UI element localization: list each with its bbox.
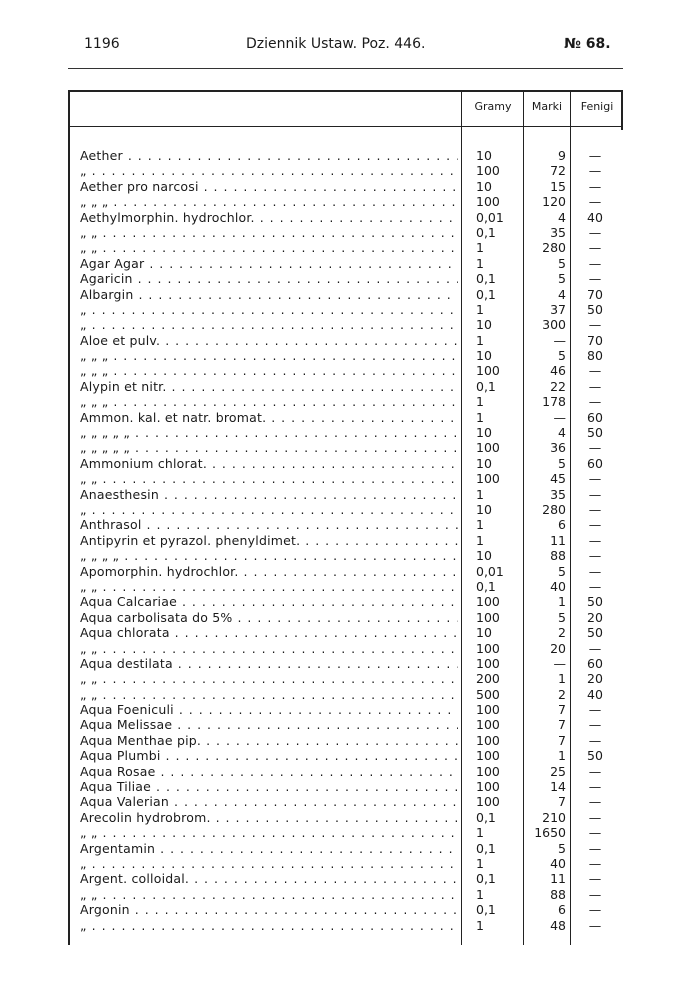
cell-fenigi: 40 xyxy=(587,686,603,702)
cell-name: Argent. colloidal. . . . xyxy=(80,871,458,886)
table-row xyxy=(68,594,623,609)
table-row xyxy=(68,564,623,579)
cell-gramy: 1 xyxy=(476,486,484,502)
cell-name: Apomorphin. hydrochlor. . . . xyxy=(80,564,458,579)
cell-gramy: 1 xyxy=(476,394,484,410)
cell-fenigi: — xyxy=(588,471,602,487)
cell-marki: 6 xyxy=(558,902,566,918)
cell-gramy: 200 xyxy=(476,671,500,687)
cell-fenigi: — xyxy=(588,702,602,718)
cell-fenigi: — xyxy=(588,378,602,394)
table-body xyxy=(68,148,623,933)
table-row xyxy=(68,163,623,178)
cell-fenigi: — xyxy=(588,363,602,379)
table-row xyxy=(68,548,623,563)
cell-marki: 11 xyxy=(550,871,566,887)
cell-name: „ . . . xyxy=(80,502,458,517)
table-row xyxy=(68,487,623,502)
cell-gramy: 0,1 xyxy=(476,840,496,856)
column-header-fenigi: Fenigi xyxy=(580,100,614,113)
table-row xyxy=(68,779,623,794)
cell-marki: 7 xyxy=(558,794,566,810)
cell-fenigi: 20 xyxy=(587,609,603,625)
cell-name: „ „ . . . xyxy=(80,687,458,702)
cell-name: Antipyrin et pyrazol. phenyldimet. . . . xyxy=(80,533,458,548)
cell-gramy: 1 xyxy=(476,240,484,256)
cell-fenigi: — xyxy=(588,578,602,594)
cell-gramy: 0,1 xyxy=(476,902,496,918)
cell-marki: 9 xyxy=(558,148,566,163)
cell-name: Argentamin . . . xyxy=(80,841,458,856)
header-rule xyxy=(68,68,623,69)
cell-name: Aqua Menthae pip. . . . xyxy=(80,733,458,748)
cell-gramy: 10 xyxy=(476,148,492,163)
cell-fenigi: 60 xyxy=(587,655,603,671)
cell-name: Alypin et nitr. . . . xyxy=(80,379,458,394)
cell-gramy: 10 xyxy=(476,425,492,441)
table-row xyxy=(68,871,623,886)
cell-gramy: 1 xyxy=(476,855,484,871)
table-header-rule xyxy=(68,126,623,127)
cell-gramy: 100 xyxy=(476,702,500,718)
cell-marki: 40 xyxy=(550,578,566,594)
cell-gramy: 100 xyxy=(476,594,500,610)
cell-gramy: 1 xyxy=(476,532,484,548)
cell-name: Aqua Tiliae . . . xyxy=(80,779,458,794)
table-row xyxy=(68,856,623,871)
cell-fenigi: — xyxy=(588,163,602,179)
cell-name: Arecolin hydrobrom. . . . xyxy=(80,810,458,825)
table-row xyxy=(68,287,623,302)
cell-gramy: 100 xyxy=(476,609,500,625)
cell-gramy: 100 xyxy=(476,471,500,487)
cell-fenigi: — xyxy=(588,563,602,579)
cell-fenigi: — xyxy=(588,178,602,194)
table-row xyxy=(68,748,623,763)
cell-name: Anaesthesin . . . xyxy=(80,487,458,502)
cell-name: Aether . . . xyxy=(80,148,458,163)
cell-marki: 5 xyxy=(558,455,566,471)
cell-name: „ . . . xyxy=(80,163,458,178)
cell-gramy: 100 xyxy=(476,163,500,179)
cell-gramy: 0,01 xyxy=(476,209,504,225)
cell-name: „ „ . . . xyxy=(80,579,458,594)
cell-gramy: 1 xyxy=(476,301,484,317)
cell-fenigi: — xyxy=(588,532,602,548)
cell-fenigi: — xyxy=(588,317,602,333)
cell-marki: 210 xyxy=(542,809,566,825)
table-row xyxy=(68,517,623,532)
cell-fenigi: — xyxy=(588,840,602,856)
cell-marki: 5 xyxy=(558,348,566,364)
cell-name: Aether pro narcosi . . . xyxy=(80,179,458,194)
cell-gramy: 0,1 xyxy=(476,286,496,302)
cell-marki: 35 xyxy=(550,486,566,502)
cell-marki: 25 xyxy=(550,763,566,779)
cell-marki: 280 xyxy=(542,240,566,256)
cell-gramy: 1 xyxy=(476,917,484,933)
cell-fenigi: — xyxy=(588,640,602,656)
cell-marki: 1 xyxy=(558,748,566,764)
page-header xyxy=(0,36,689,56)
table-row xyxy=(68,902,623,917)
cell-name: „ „ . . . xyxy=(80,887,458,902)
cell-name: Aethylmorphin. hydrochlor. . . . xyxy=(80,210,458,225)
cell-marki: 7 xyxy=(558,732,566,748)
table-row xyxy=(68,440,623,455)
table-row xyxy=(68,764,623,779)
cell-fenigi: — xyxy=(588,240,602,256)
cell-marki: 1 xyxy=(558,671,566,687)
cell-fenigi: 50 xyxy=(587,625,603,641)
cell-name: „ „ „ . . . xyxy=(80,194,458,209)
cell-marki: — xyxy=(553,332,566,348)
cell-marki: 88 xyxy=(550,548,566,564)
cell-fenigi: — xyxy=(588,717,602,733)
cell-fenigi: 60 xyxy=(587,455,603,471)
cell-marki: — xyxy=(553,655,566,671)
cell-fenigi: 20 xyxy=(587,671,603,687)
cell-name: Aqua destilata . . . xyxy=(80,656,458,671)
cell-fenigi: — xyxy=(588,779,602,795)
cell-gramy: 1 xyxy=(476,517,484,533)
price-table xyxy=(68,90,623,945)
cell-fenigi: 50 xyxy=(587,748,603,764)
cell-marki: 15 xyxy=(550,178,566,194)
cell-fenigi: — xyxy=(588,732,602,748)
table-row xyxy=(68,410,623,425)
cell-gramy: 0,1 xyxy=(476,378,496,394)
table-row xyxy=(68,810,623,825)
table-row xyxy=(68,210,623,225)
table-row xyxy=(68,671,623,686)
cell-fenigi: — xyxy=(588,394,602,410)
cell-name: „ . . . xyxy=(80,918,458,933)
cell-marki: 7 xyxy=(558,717,566,733)
cell-gramy: 100 xyxy=(476,779,500,795)
table-row xyxy=(68,702,623,717)
table-row xyxy=(68,717,623,732)
cell-fenigi: — xyxy=(588,148,602,163)
cell-gramy: 1 xyxy=(476,255,484,271)
cell-name: „ „ . . . xyxy=(80,825,458,840)
cell-name: Ammonium chlorat. . . . xyxy=(80,456,458,471)
table-row xyxy=(68,148,623,163)
cell-name: „ „ „ „ „ . . . xyxy=(80,440,458,455)
cell-marki: 37 xyxy=(550,301,566,317)
table-row xyxy=(68,225,623,240)
cell-marki: 22 xyxy=(550,378,566,394)
cell-fenigi: — xyxy=(588,855,602,871)
cell-gramy: 0,1 xyxy=(476,809,496,825)
table-row xyxy=(68,533,623,548)
cell-name: „ „ . . . xyxy=(80,641,458,656)
table-row xyxy=(68,471,623,486)
table-row xyxy=(68,179,623,194)
cell-marki: 120 xyxy=(542,194,566,210)
cell-fenigi: — xyxy=(588,917,602,933)
cell-name: „ „ „ . . . xyxy=(80,394,458,409)
table-row xyxy=(68,194,623,209)
cell-fenigi: — xyxy=(588,440,602,456)
cell-gramy: 1 xyxy=(476,332,484,348)
cell-name: Agaricin . . . xyxy=(80,271,458,286)
table-row xyxy=(68,348,623,363)
table-row xyxy=(68,394,623,409)
cell-name: Aqua Calcariae . . . xyxy=(80,594,458,609)
cell-name: Aqua Melissae . . . xyxy=(80,717,458,732)
cell-gramy: 1 xyxy=(476,409,484,425)
cell-marki: 11 xyxy=(550,532,566,548)
cell-gramy: 10 xyxy=(476,348,492,364)
table-row xyxy=(68,625,623,640)
cell-gramy: 100 xyxy=(476,640,500,656)
cell-marki: 300 xyxy=(542,317,566,333)
cell-gramy: 10 xyxy=(476,625,492,641)
cell-gramy: 100 xyxy=(476,440,500,456)
cell-fenigi: 40 xyxy=(587,209,603,225)
table-row xyxy=(68,733,623,748)
cell-gramy: 10 xyxy=(476,178,492,194)
cell-marki: 7 xyxy=(558,702,566,718)
cell-fenigi: 70 xyxy=(587,286,603,302)
cell-marki: 72 xyxy=(550,163,566,179)
table-row xyxy=(68,918,623,933)
table-row xyxy=(68,887,623,902)
cell-fenigi: 80 xyxy=(587,348,603,364)
cell-gramy: 10 xyxy=(476,455,492,471)
cell-name: Albargin . . . xyxy=(80,287,458,302)
journal-title: Dziennik Ustaw. Poz. 446. xyxy=(246,36,426,52)
table-row xyxy=(68,302,623,317)
cell-marki: 178 xyxy=(542,394,566,410)
cell-marki: 45 xyxy=(550,471,566,487)
cell-marki: 4 xyxy=(558,286,566,302)
cell-gramy: 100 xyxy=(476,655,500,671)
cell-fenigi: — xyxy=(588,194,602,210)
cell-marki: 35 xyxy=(550,224,566,240)
cell-gramy: 0,1 xyxy=(476,224,496,240)
table-row xyxy=(68,687,623,702)
table-row xyxy=(68,641,623,656)
cell-gramy: 0,01 xyxy=(476,563,504,579)
cell-name: „ „ . . . xyxy=(80,240,458,255)
cell-fenigi: 50 xyxy=(587,594,603,610)
cell-marki: 280 xyxy=(542,501,566,517)
cell-fenigi: — xyxy=(588,486,602,502)
cell-gramy: 100 xyxy=(476,763,500,779)
cell-fenigi: — xyxy=(588,271,602,287)
cell-marki: 46 xyxy=(550,363,566,379)
cell-gramy: 100 xyxy=(476,194,500,210)
cell-name: Aqua Rosae . . . xyxy=(80,764,458,779)
table-row xyxy=(68,841,623,856)
cell-marki: 20 xyxy=(550,640,566,656)
cell-gramy: 1 xyxy=(476,825,484,841)
cell-gramy: 0,1 xyxy=(476,871,496,887)
table-row xyxy=(68,333,623,348)
table-row xyxy=(68,794,623,809)
column-header-gramy: Gramy xyxy=(474,100,512,113)
cell-gramy: 100 xyxy=(476,363,500,379)
cell-fenigi: — xyxy=(588,224,602,240)
cell-marki: 2 xyxy=(558,686,566,702)
cell-name: „ . . . xyxy=(80,856,458,871)
cell-marki: — xyxy=(553,409,566,425)
table-row xyxy=(68,240,623,255)
cell-gramy: 100 xyxy=(476,732,500,748)
cell-marki: 5 xyxy=(558,840,566,856)
cell-gramy: 10 xyxy=(476,317,492,333)
cell-fenigi: — xyxy=(588,794,602,810)
cell-marki: 88 xyxy=(550,886,566,902)
cell-name: Agar Agar . . . xyxy=(80,256,458,271)
cell-name: Aloe et pulv. . . . xyxy=(80,333,458,348)
table-row xyxy=(68,610,623,625)
cell-fenigi: 50 xyxy=(587,425,603,441)
cell-marki: 48 xyxy=(550,917,566,933)
cell-marki: 6 xyxy=(558,517,566,533)
table-row xyxy=(68,363,623,378)
cell-fenigi: — xyxy=(588,255,602,271)
cell-name: „ „ „ . . . xyxy=(80,348,458,363)
cell-name: „ „ „ „ . . . xyxy=(80,548,458,563)
table-row xyxy=(68,656,623,671)
table-row xyxy=(68,825,623,840)
cell-fenigi: — xyxy=(588,871,602,887)
cell-fenigi: 50 xyxy=(587,301,603,317)
cell-name: Aqua chlorata . . . xyxy=(80,625,458,640)
cell-marki: 4 xyxy=(558,425,566,441)
table-row xyxy=(68,425,623,440)
cell-name: Aqua Plumbi . . . xyxy=(80,748,458,763)
page-number: 1196 xyxy=(84,36,120,52)
table-row xyxy=(68,317,623,332)
cell-name: „ „ . . . xyxy=(80,225,458,240)
cell-name: „ „ „ . . . xyxy=(80,363,458,378)
cell-name: Ammon. kal. et natr. bromat. . . . xyxy=(80,410,458,425)
cell-name: Aqua Valerian . . . xyxy=(80,794,458,809)
cell-marki: 14 xyxy=(550,779,566,795)
cell-name: „ . . . xyxy=(80,302,458,317)
cell-fenigi: — xyxy=(588,548,602,564)
cell-marki: 1 xyxy=(558,594,566,610)
cell-marki: 5 xyxy=(558,609,566,625)
cell-gramy: 1 xyxy=(476,886,484,902)
cell-name: Argonin . . . xyxy=(80,902,458,917)
cell-gramy: 100 xyxy=(476,794,500,810)
cell-gramy: 0,1 xyxy=(476,271,496,287)
cell-name: „ „ . . . xyxy=(80,671,458,686)
cell-marki: 40 xyxy=(550,855,566,871)
cell-marki: 5 xyxy=(558,255,566,271)
table-row xyxy=(68,256,623,271)
cell-marki: 1650 xyxy=(534,825,566,841)
table-border-top xyxy=(68,90,623,92)
cell-fenigi: — xyxy=(588,517,602,533)
cell-marki: 5 xyxy=(558,563,566,579)
cell-name: „ . . . xyxy=(80,317,458,332)
cell-gramy: 100 xyxy=(476,748,500,764)
cell-fenigi: — xyxy=(588,902,602,918)
table-row xyxy=(68,456,623,471)
cell-marki: 5 xyxy=(558,271,566,287)
cell-name: Aqua Foeniculi . . . xyxy=(80,702,458,717)
cell-name: Anthrasol . . . xyxy=(80,517,458,532)
table-row xyxy=(68,579,623,594)
cell-fenigi: 70 xyxy=(587,332,603,348)
table-row xyxy=(68,379,623,394)
cell-marki: 4 xyxy=(558,209,566,225)
cell-name: „ „ „ „ „ . . . xyxy=(80,425,458,440)
cell-name: Aqua carbolisata do 5% . . . xyxy=(80,610,458,625)
cell-fenigi: — xyxy=(588,825,602,841)
cell-gramy: 0,1 xyxy=(476,578,496,594)
cell-name: „ „ . . . xyxy=(80,471,458,486)
cell-gramy: 10 xyxy=(476,548,492,564)
cell-marki: 36 xyxy=(550,440,566,456)
cell-fenigi: 60 xyxy=(587,409,603,425)
cell-fenigi: — xyxy=(588,501,602,517)
table-row xyxy=(68,271,623,286)
cell-fenigi: — xyxy=(588,809,602,825)
cell-gramy: 100 xyxy=(476,717,500,733)
cell-gramy: 10 xyxy=(476,501,492,517)
cell-marki: 2 xyxy=(558,625,566,641)
issue-number: № 68. xyxy=(564,36,611,52)
cell-gramy: 500 xyxy=(476,686,500,702)
column-header-marki: Marki xyxy=(531,100,563,113)
cell-fenigi: — xyxy=(588,763,602,779)
cell-fenigi: — xyxy=(588,886,602,902)
table-row xyxy=(68,502,623,517)
